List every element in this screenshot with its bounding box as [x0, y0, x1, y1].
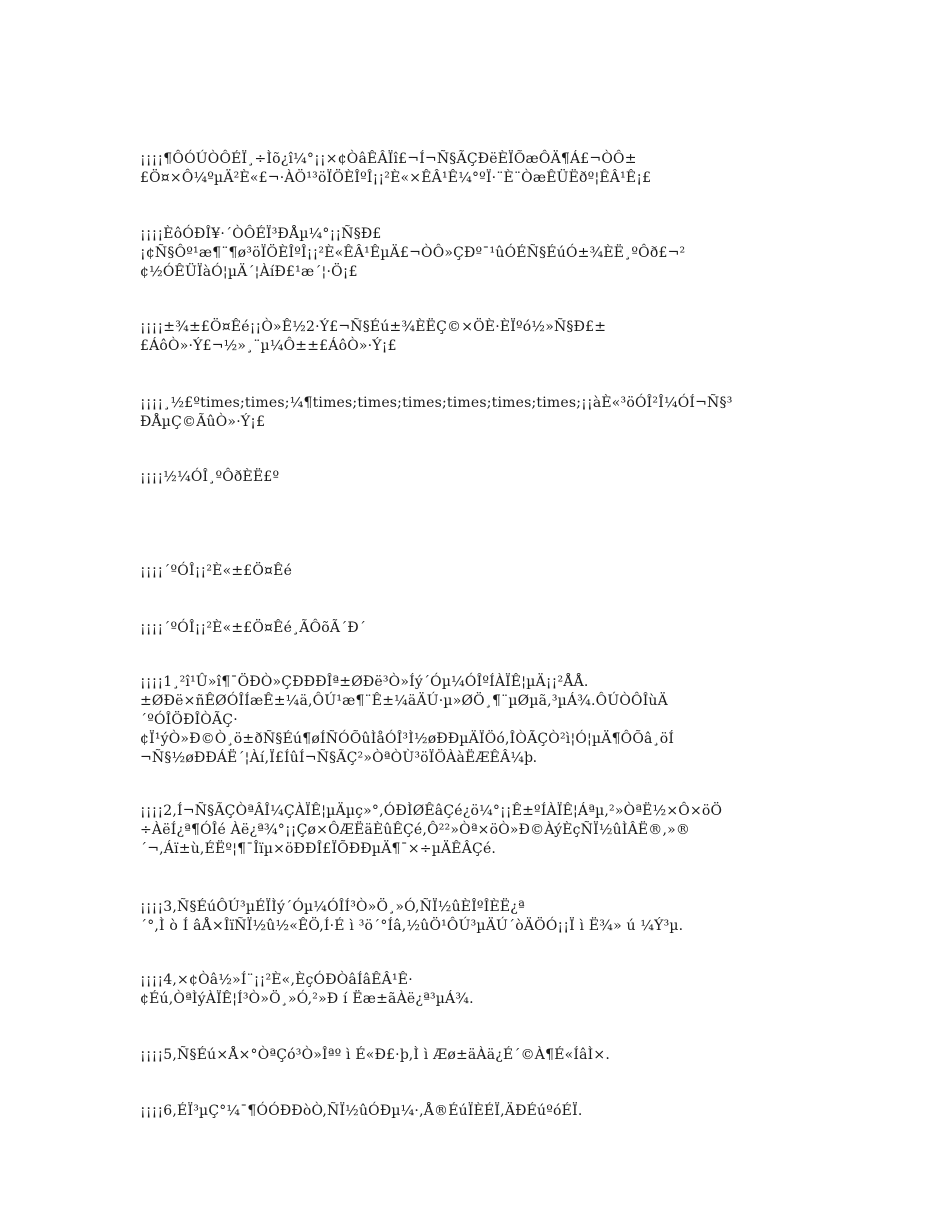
rule-1: ¡¡¡¡1¸²î¹Û»î¶¯ÖÐÒ»ÇÐÐÐÎª±ØÐë³Ò»Íý´Óµ¼ÓÎºÍÀÏÊ¦µÄ¡¡²ÅÅ. ±ØÐë×ñÊØÓÎÍæÊ±¼ä,ÔÚ¹æ¶¨Ê±¼äÄÚ·µ»ØÖ¸¶¨µØµã,³µÁ¾.ÔÚÒÔÎùÄ ´ºÓÎÖÐÎÒÃÇ· ¢Ï¹ýÒ»Ð©Ò¸ö±ðÑ§Éú¶øÍÑÓÕûÌåÓÎ³Ì½øÐÐµÄÏÖó,ÎÒÃÇÒ²ì¦Ó¦µÄ¶ÔÕâ¸öÍ ¬Ñ§½øÐÐÁË´¦Àí,Ï£ÍûÍ¬Ñ§ÃÇ²»ÒªÒÙ³öÏÖÀàËÆÊÂ¼þ. — [140, 674, 675, 766]
rule-2: ¡¡¡¡2,Í¬Ñ§ÃÇÒªÂÎ¼ÇÀÏÊ¦µÄµç»°,ÓÐÌØÊâÇé¿ö¼°¡¡Ê±ºÍÀÏÊ¦Áªµ,²»ÒªË½×Ô×öÖ ÷ÀëÍ¿ª¶ÓÎé Àë¿ª¾°¡¡Çø×ÔÆËäÈûÊÇé,Ô²²»Òª×öÒ»Ð©ÀýÈçÑÏ½ûÌÂË®,»® ´¬,Áï±ù,ÉËº¦¶¯Îïµ×öÐÐÎ£ÏÕÐÐµÄ¶¯×÷µÄÊÂÇé. — [140, 803, 723, 857]
rule-5: ¡¡¡¡5,Ñ§Éú×Å×°ÒªÇó³Ò»Îªº ì É«Ð£·þ,Ì ì Æø±äÀä¿É´©À¶É«ÍâÌ×. — [140, 1047, 610, 1063]
section-heading-1: ¡¡¡¡´ºÓÎ¡¡²È«±£Ö¤Êé — [140, 563, 293, 579]
paragraph-2: ¡¡¡¡ÈôÓÐÎ¥·´ÒÔÉÏ³ÐÅµ¼°¡¡Ñ§Ð£ ¡¢Ñ§Ôº¹æ¶¨¶ø³öÏÖÈÎºÎ¡¡²È«ÊÂ¹ÊµÄ£¬ÒÔ»ÇÐº¯¹ûÓÉÑ§ÉúÓ±¾ÈË¸ºÔð£¬² ¢½ÓÊÜÏàÓ¦µÄ´¦ÀíÐ£¹æ´¦·Ö¡£ — [140, 226, 686, 280]
paragraph-1: ¡¡¡¡¶ÔÓÚÒÔÉÏ¸÷Ìõ¿î¼°¡¡×¢ÒâÊÂÏî£¬Í¬Ñ§ÃÇÐëÈÏÕæÔÄ¶Á£¬ÒÔ± £Ö¤×Ô¼ºµÄ²È«£¬·ÀÖ¹³öÏÖÈÎºÎ¡¡²È«×ÊÂ¹Ê¼°ºÏ·¨È¨ÒæÊÜËðº¦ÊÂ¹Ê¡£ — [140, 151, 652, 186]
rule-6: ¡¡¡¡6,ÉÏ³µÇ°¼¯¶ÓÓÐÐòÒ,ÑÏ½ûÓÐµ¼·,Å®ÉúÏÈÉÏ,ÄÐÉúºóÉÏ. — [140, 1103, 583, 1119]
rule-4: ¡¡¡¡4,×¢Òâ½»Í¨¡¡²È«,ÈçÓÐÒâÍâÊÂ¹Ê· ¢Éú,ÒªÌýÀÏÊ¦Í³Ò»Ö¸»Ó,²»Ð í Ëæ±ãÀë¿ª³µÁ¾. — [140, 972, 474, 1007]
paragraph-5-responsible: ¡¡¡¡½¼ÓÎ¸ºÔðÈË£º — [140, 469, 280, 485]
section-heading-2: ¡¡¡¡´ºÓÎ¡¡²È«±£Ö¤Êé¸ÃÔõÃ´Ð´ — [140, 620, 367, 636]
rule-3: ¡¡¡¡3,Ñ§ÉúÔÚ³µÉÏÌý´Óµ¼ÓÎÍ³Ò»Ö¸»Ó,ÑÏ½ûÈÎºÎÈË¿ª ´°,Ì ò Í âÅ×ÎïÑÏ½û½«ÊÖ,Í·É ì ³ö´°Íâ,½ûÖ¹ÔÚ³µÄÚ´òÄÖÓ¡¡Ï ì Ë¾» ú ¼Ý³µ. — [140, 899, 684, 934]
paragraph-3: ¡¡¡¡±¾±£Ö¤Êé¡¡Ò»Ê½2·Ý£¬Ñ§Éú±¾ÈËÇ©×ÖÈ·ÈÏºó½»Ñ§Ð£± £ÁôÒ»·Ý£¬½»¸¨µ¼Ô±±£ÁôÒ»·Ý¡£ — [140, 319, 607, 354]
paragraph-4: ¡¡¡¡¸½£ºtimes;times;¼¶times;times;times;times;times;times;¡¡àÈ«³öÓÎ²Î¼ÓÍ¬Ñ§³ ÐÅµÇ©ÃûÒ»·Ý¡£ — [140, 395, 733, 430]
